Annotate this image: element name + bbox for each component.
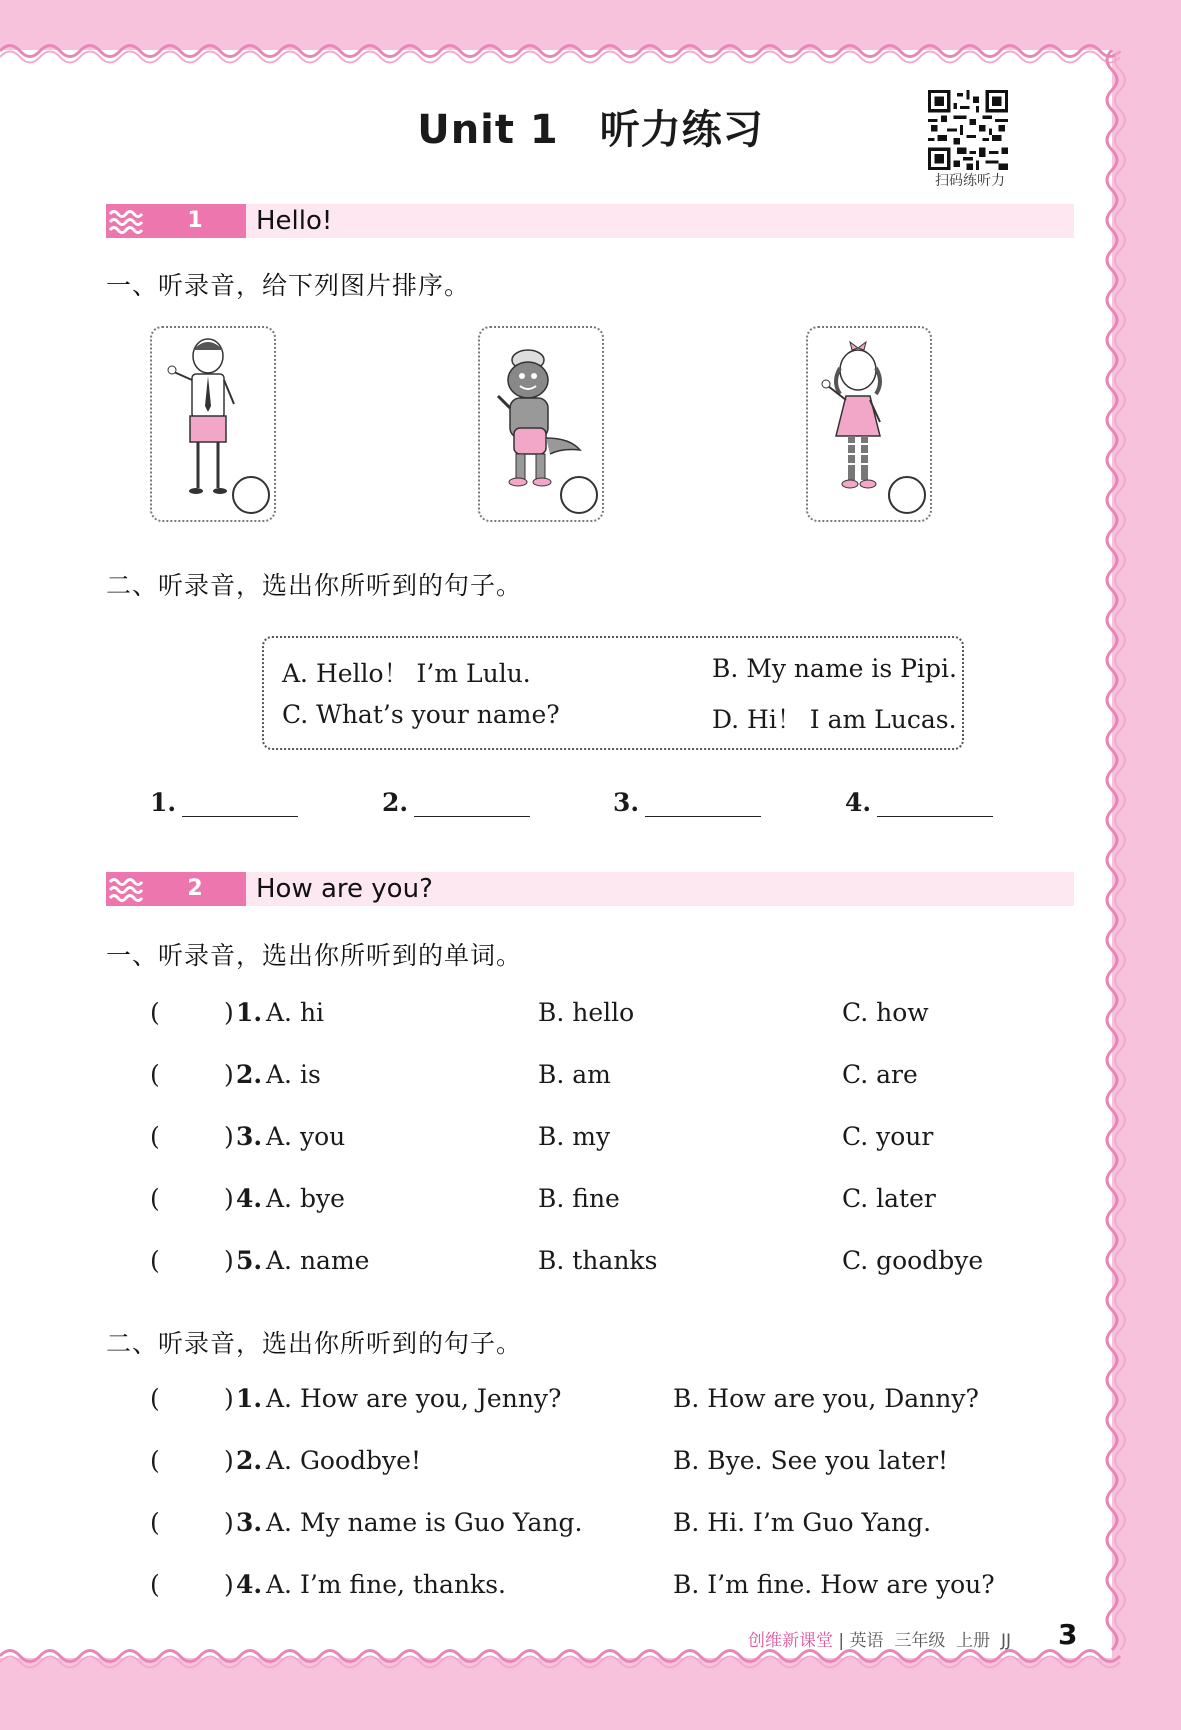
open-paren[interactable]: ( (150, 1446, 160, 1475)
question-number: 1. (236, 1384, 263, 1413)
choice-a: A. bye (266, 1184, 345, 1213)
right-wave-border (1098, 50, 1134, 1658)
section-2-number: 2 (144, 872, 246, 906)
choice-a: A. is (266, 1060, 321, 1089)
choice-c: C. how (842, 998, 929, 1027)
answer-blank-4[interactable] (845, 788, 993, 817)
blank-number: 1. (150, 788, 177, 817)
open-paren[interactable]: ( (150, 1508, 160, 1537)
option-b: B. My name is Pipi. (712, 654, 957, 683)
waves-icon (106, 872, 144, 906)
answer-circle[interactable] (232, 476, 270, 514)
section-2-header (106, 872, 1074, 906)
choice-b: B. Bye. See you later! (673, 1446, 949, 1475)
footer-volume: 上册 (956, 1631, 991, 1651)
question-number: 3. (236, 1508, 263, 1537)
sentence-options-box (262, 636, 964, 750)
choice-b: B. Hi. I’m Guo Yang. (673, 1508, 932, 1537)
question-number: 3. (236, 1122, 263, 1151)
option-a: A. Hello！ I’m Lulu. (282, 659, 531, 688)
section-1-part-1-instruction: 一、听录音，给下列图片排序。 (106, 271, 471, 300)
page-footer (748, 1626, 1048, 1651)
blank-number: 3. (613, 788, 640, 817)
choice-b: B. thanks (538, 1246, 658, 1275)
choice-a: A. hi (266, 998, 325, 1027)
picture-card-3 (806, 326, 932, 522)
blank-line[interactable] (645, 792, 761, 817)
close-paren: ) (224, 1508, 234, 1537)
option-d: D. Hi！ I am Lucas. (712, 705, 957, 734)
choice-a: A. How are you, Jenny? (266, 1384, 562, 1413)
section-2-title: How are you? (256, 874, 433, 904)
open-paren[interactable]: ( (150, 1246, 160, 1275)
footer-grade: 三年级 (894, 1631, 946, 1651)
choice-c: C. later (842, 1184, 936, 1213)
choice-b: B. am (538, 1060, 611, 1089)
top-wave-border (0, 36, 1130, 66)
close-paren: ) (224, 1246, 234, 1275)
choice-b: B. my (538, 1122, 611, 1151)
open-paren[interactable]: ( (150, 1184, 160, 1213)
open-paren[interactable]: ( (150, 998, 160, 1027)
footer-subject: 英语 (849, 1631, 884, 1651)
close-paren: ) (224, 1184, 234, 1213)
close-paren: ) (224, 998, 234, 1027)
question-number: 2. (236, 1060, 263, 1089)
choice-a: A. My name is Guo Yang. (266, 1508, 583, 1537)
open-paren[interactable]: ( (150, 1570, 160, 1599)
choice-c: C. goodbye (842, 1246, 984, 1275)
question-number: 4. (236, 1184, 263, 1213)
footer-separator: | (838, 1631, 845, 1651)
page-title: Unit 1 听力练习 (417, 107, 764, 153)
blank-line[interactable] (877, 792, 993, 817)
choice-b: B. I’m fine. How are you? (673, 1570, 995, 1599)
footer-brand: 创维新课堂 (748, 1631, 833, 1651)
blank-number: 2. (382, 788, 409, 817)
open-paren[interactable]: ( (150, 1060, 160, 1089)
qr-code-icon[interactable] (928, 90, 1008, 170)
section-2-part-1-instruction: 一、听录音，选出你所听到的单词。 (106, 941, 523, 970)
answer-circle[interactable] (560, 476, 598, 514)
close-paren: ) (224, 1122, 234, 1151)
section-1-title: Hello! (256, 206, 333, 236)
page-number: 3 (1058, 1618, 1078, 1651)
choice-a: A. you (266, 1122, 346, 1151)
answer-blank-2[interactable] (382, 788, 530, 817)
picture-card-2 (478, 326, 604, 522)
section-2-part-2-instruction: 二、听录音，选出你所听到的句子。 (106, 1329, 523, 1358)
question-number: 4. (236, 1570, 263, 1599)
question-number: 1. (236, 998, 263, 1027)
section-1-part-2-instruction: 二、听录音，选出你所听到的句子。 (106, 571, 523, 600)
choice-c: C. are (842, 1060, 918, 1089)
answer-blank-3[interactable] (613, 788, 761, 817)
blank-line[interactable] (182, 792, 298, 817)
blank-line[interactable] (414, 792, 530, 817)
choice-b: B. fine (538, 1184, 620, 1213)
open-paren[interactable]: ( (150, 1384, 160, 1413)
qr-caption: 扫码练听力 (935, 173, 1005, 189)
answer-circle[interactable] (888, 476, 926, 514)
choice-a: A. Goodbye! (266, 1446, 421, 1475)
question-number: 2. (236, 1446, 263, 1475)
choice-a: A. name (266, 1246, 370, 1275)
section-1-number: 1 (144, 204, 246, 238)
close-paren: ) (224, 1384, 234, 1413)
question-number: 5. (236, 1246, 263, 1275)
waves-icon (106, 204, 144, 238)
choice-b: B. hello (538, 998, 635, 1027)
blank-number: 4. (845, 788, 872, 817)
footer-edition: JJ (1000, 1631, 1012, 1651)
open-paren[interactable]: ( (150, 1122, 160, 1151)
choice-a: A. I’m fine, thanks. (266, 1570, 506, 1599)
close-paren: ) (224, 1570, 234, 1599)
section-1-header (106, 204, 1074, 238)
answer-blank-1[interactable] (150, 788, 298, 817)
choice-c: C. your (842, 1122, 934, 1151)
close-paren: ) (224, 1446, 234, 1475)
picture-card-1 (150, 326, 276, 522)
close-paren: ) (224, 1060, 234, 1089)
option-c: C. What’s your name? (282, 700, 560, 729)
choice-b: B. How are you, Danny? (673, 1384, 979, 1413)
